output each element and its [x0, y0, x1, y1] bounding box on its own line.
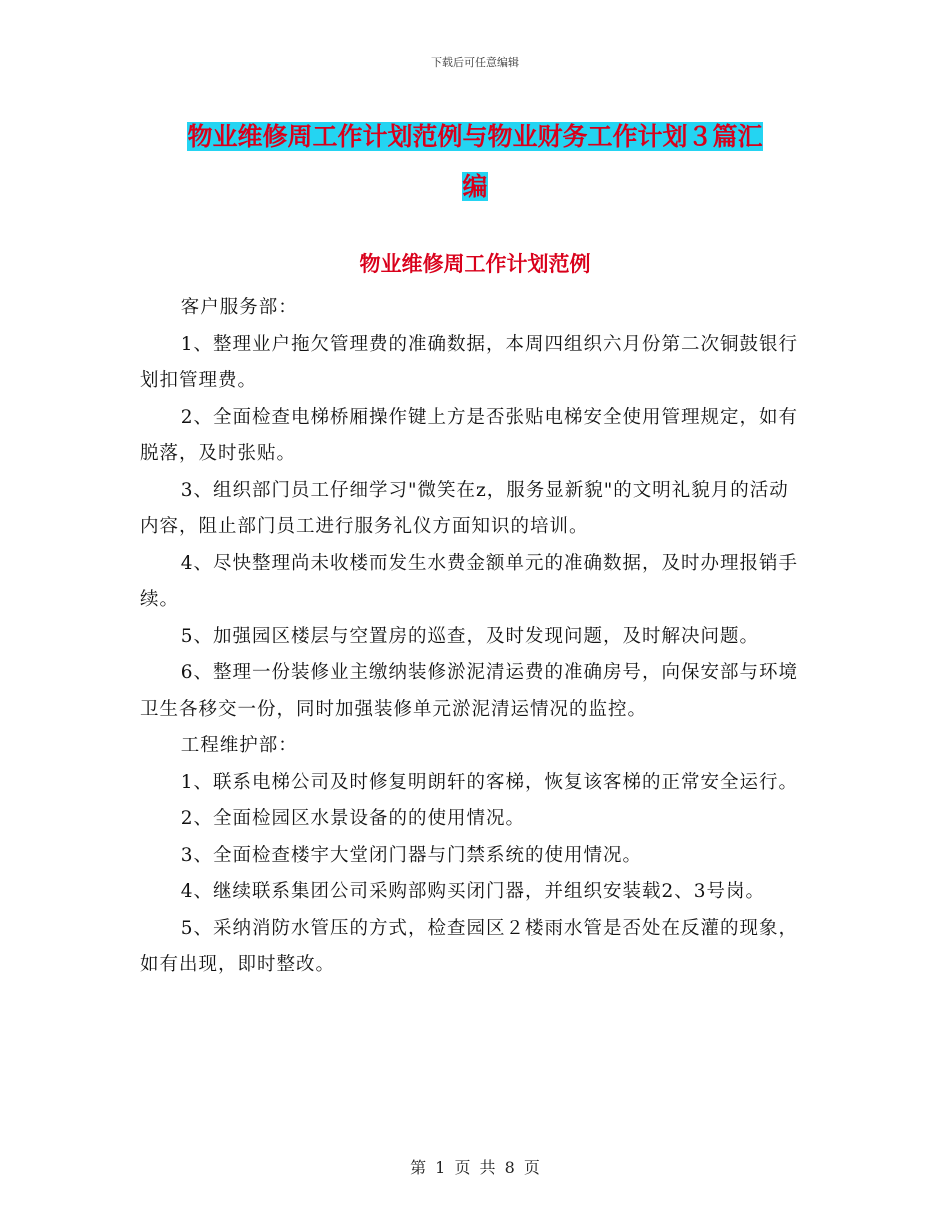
paragraph: 3、组织部门员工仔细学习"微笑在z，服务显新貌"的文明礼貌月的活动内容，阻止部门员工进行服务礼仪方面知识的培训。 [140, 479, 789, 537]
document-title-line-1: 物业维修周工作计划范例与物业财务工作计划３篇汇 [187, 122, 763, 151]
paragraph: 4、尽快整理尚未收楼而发生水费金额单元的准确数据，及时办理报销手续。 [140, 552, 798, 610]
paragraph: 3、全面检查楼宇大堂闭门器与门禁系统的使用情况。 [180, 844, 642, 866]
paragraph: 6、整理一份装修业主缴纳装修淤泥清运费的准确房号，向保安部与环境卫生各移交一份，同时加强装修单元淤泥清运情况的监控。 [140, 662, 798, 720]
paragraph: 2、全面检查电梯桥厢操作键上方是否张贴电梯安全使用管理规定，如有脱落，及时张贴。 [140, 406, 798, 464]
page-footer: 第 1 页 共 8 页 [410, 1158, 540, 1177]
paragraph: 1、整理业户拖欠管理费的准确数据，本周四组织六月份第二次铜鼓银行划扣管理费。 [140, 333, 798, 391]
paragraph: 5、采纳消防水管压的方式，检查园区２楼雨水管是否处在反灌的现象，如有出现，即时整改。 [140, 917, 798, 975]
paragraph: 4、继续联系集团公司采购部购买闭门器，并组织安装载2、3号岗。 [180, 881, 766, 902]
paragraph: 2、全面检园区水景设备的的使用情况。 [180, 808, 525, 829]
section-title: 物业维修周工作计划范例 [359, 251, 591, 276]
document-title-line-2: 编 [462, 172, 488, 201]
paragraph: 客户服务部： [180, 297, 298, 318]
header-note: 下载后可任意编辑 [431, 56, 519, 69]
document-body [140, 290, 808, 984]
paragraph: 工程维护部： [180, 735, 298, 756]
paragraph: 1、联系电梯公司及时修复明朗轩的客梯，恢复该客梯的正常安全运行。 [180, 771, 798, 793]
document-title [0, 112, 950, 212]
paragraph: 5、加强园区楼层与空置房的巡查，及时发现问题，及时解决问题。 [180, 625, 759, 647]
